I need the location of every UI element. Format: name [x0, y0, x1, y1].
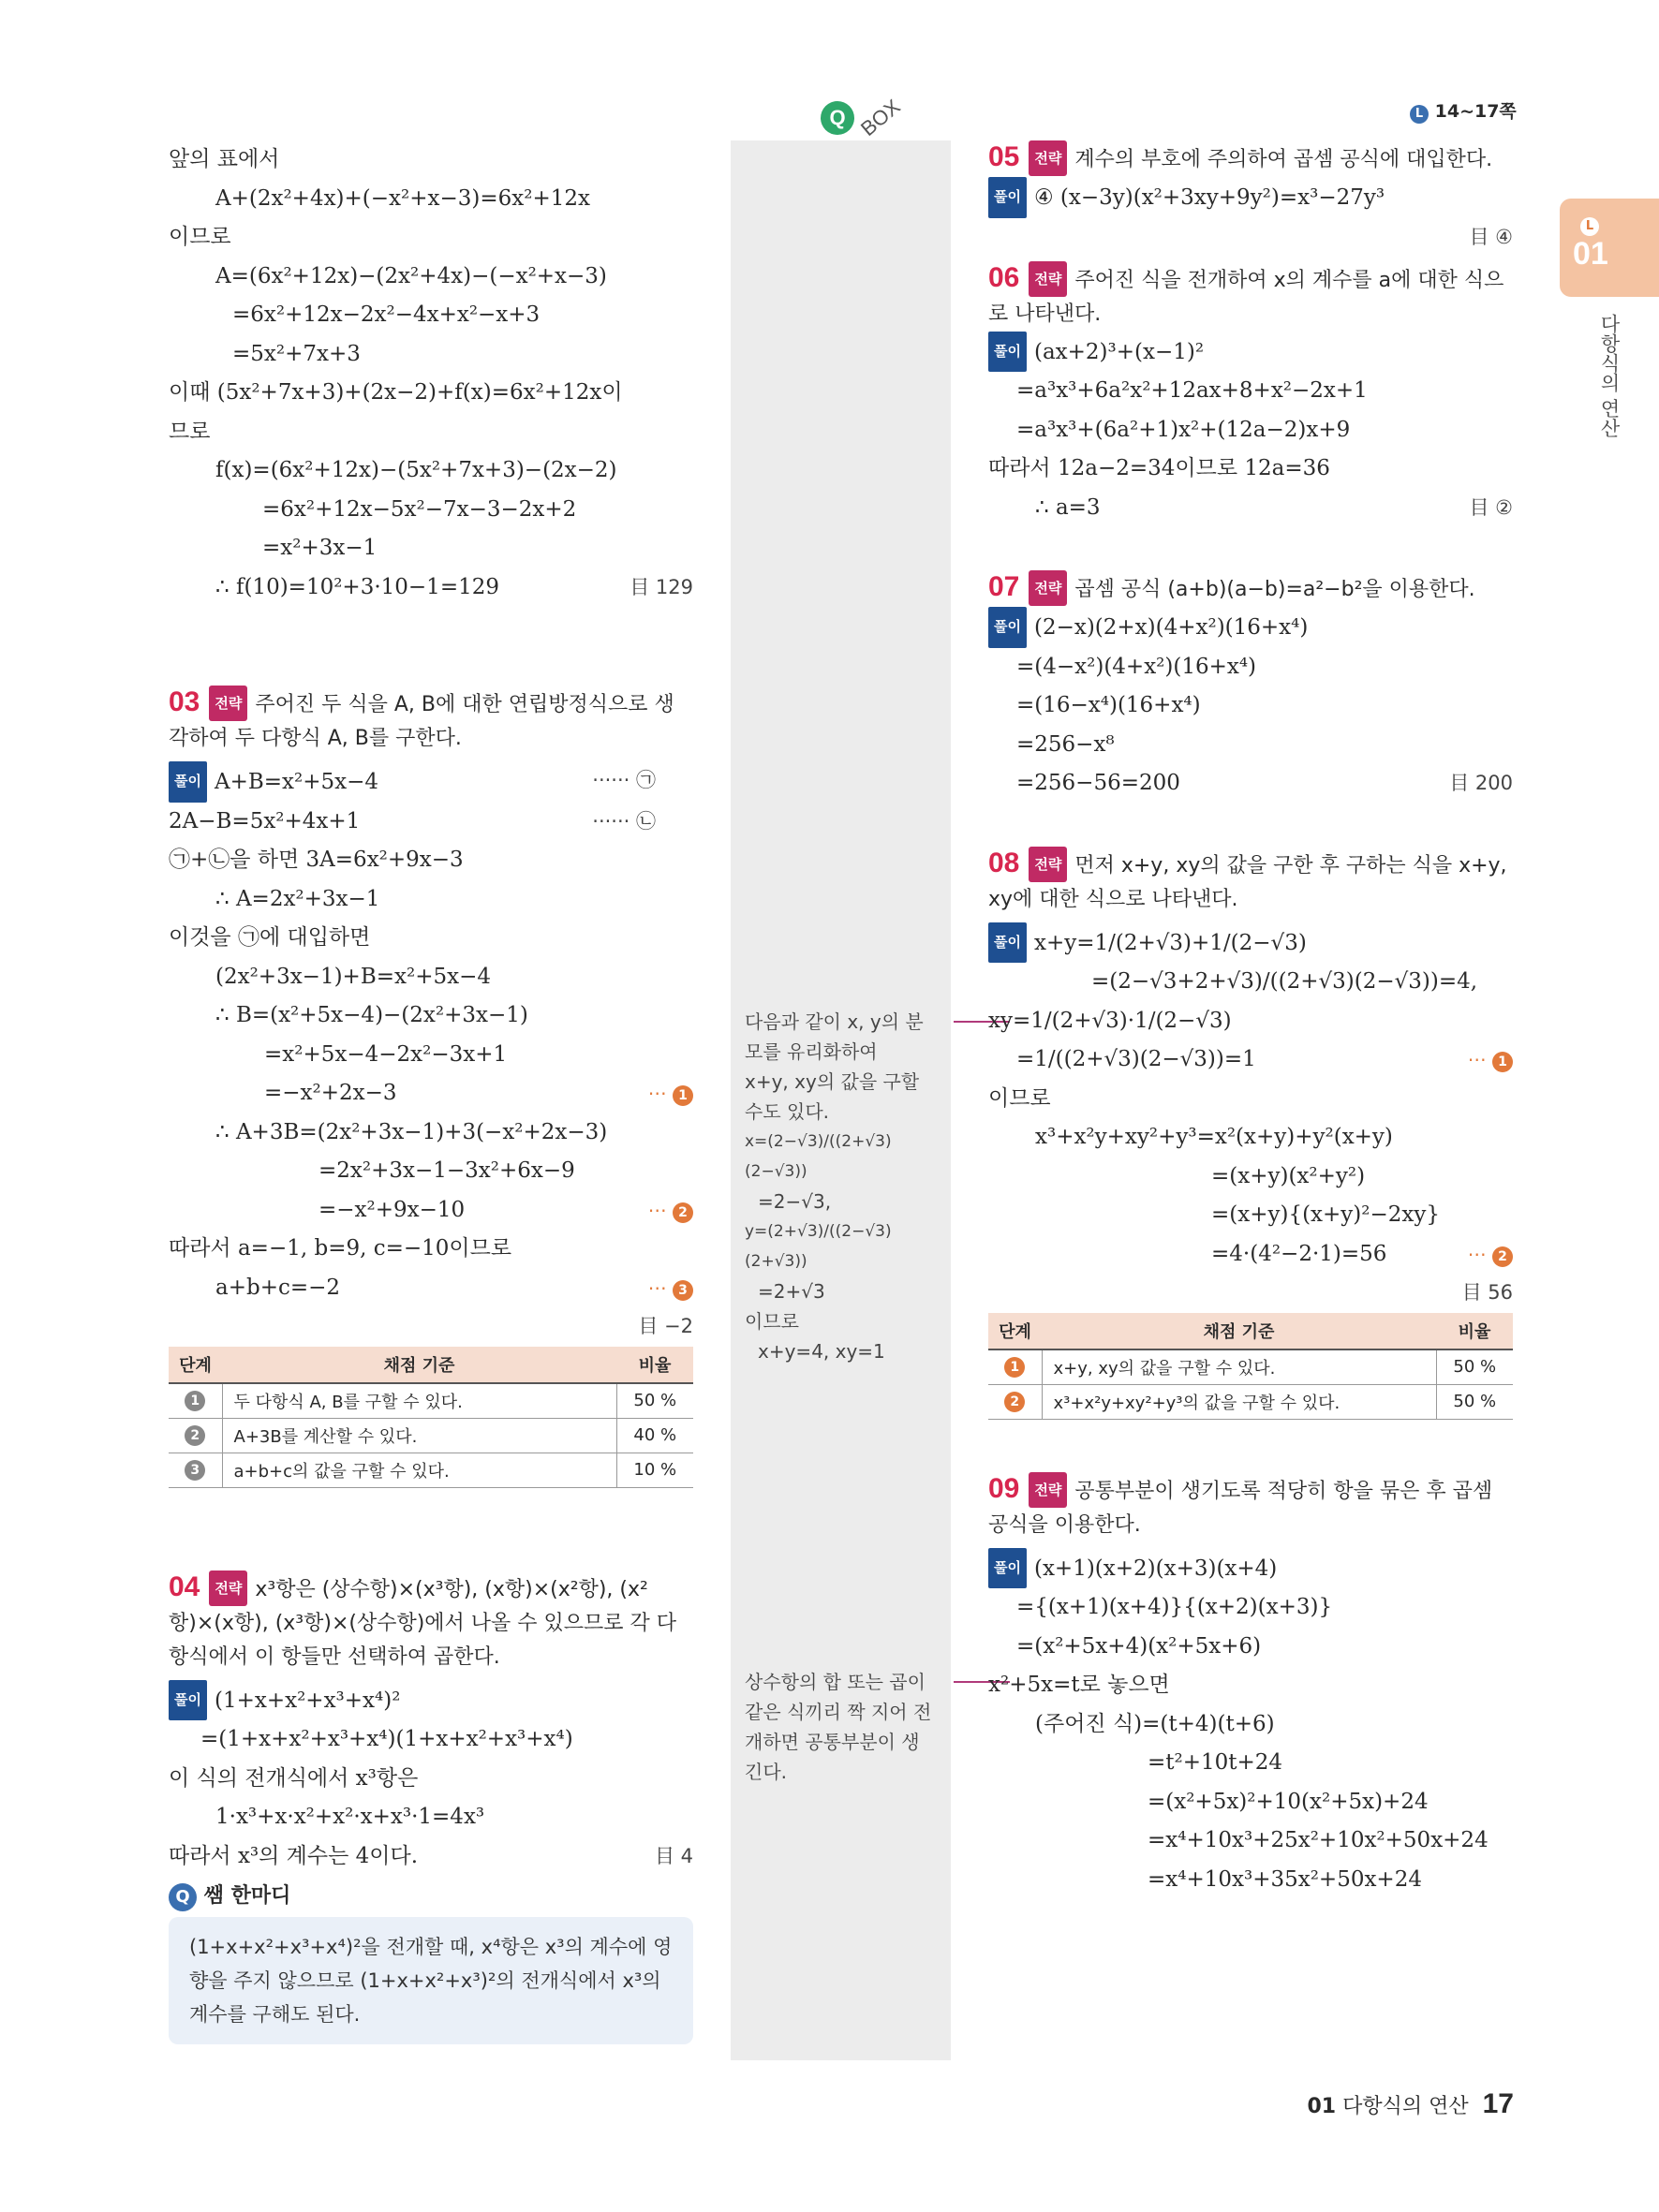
math-line: [988, 177, 1513, 218]
grading-table: [988, 1313, 1513, 1420]
side-note-1-line: 수도 있다.: [745, 1100, 829, 1123]
math-line: [988, 1548, 1513, 1589]
footer-chapter-number: 01: [1307, 2095, 1337, 2118]
answer-value: −2: [664, 1315, 693, 1337]
text-line: 이므로: [169, 225, 231, 249]
side-note-2: [745, 1667, 946, 1787]
text-line: 이것을 ㉠에 대입하면: [169, 925, 371, 950]
problem-header: [988, 140, 1513, 177]
chapter-tab: [1560, 199, 1659, 297]
math-line: =x⁴+10x³+35x²+50x+24: [1148, 1866, 1422, 1892]
problem-number: 07: [988, 571, 1020, 602]
step-cell: 2: [988, 1384, 1042, 1419]
math-line: =x²+3x−1: [262, 536, 378, 560]
math-text: ∴ f(10)=10²+3·10−1=129: [215, 574, 499, 599]
answer-label: 目 ④: [1469, 225, 1513, 248]
problem-header: [169, 686, 693, 756]
table-row: [988, 1349, 1513, 1385]
answer-value: 200: [1474, 772, 1513, 794]
problem-03: [169, 686, 693, 1488]
table-header: 비율: [616, 1347, 693, 1383]
table-header-row: [169, 1347, 693, 1383]
step-cell: 1: [988, 1349, 1042, 1385]
solution-tag: 풀이: [988, 607, 1027, 648]
problem-09: [988, 1472, 1513, 1900]
footer-chapter-title: 다항식의 연산: [1342, 2095, 1469, 2118]
math-line: [988, 489, 1513, 528]
table-header-row: [988, 1313, 1513, 1349]
math-text: =1/((2+√3)(2−√3))=1: [1016, 1047, 1256, 1071]
math-line: 이때 (5x²+7x+3)+(2x−2)+f(x)=6x²+12x이: [169, 380, 623, 405]
step-cell: 3: [169, 1453, 222, 1487]
math-line: ={(x+1)(x+4)}{(x+2)(x+3)}: [1016, 1595, 1333, 1619]
problem-number: 06: [988, 261, 1020, 293]
math-line: =a³x³+(6a²+1)x²+(12a−2)x+9: [1016, 417, 1351, 442]
math-line: x²+5x=t로 놓으면: [988, 1673, 1170, 1697]
math-line: [169, 1680, 693, 1721]
answer-value: ②: [1495, 495, 1513, 519]
side-note-1-line: 모를 유리화하여: [745, 1040, 878, 1063]
problem-number: 09: [988, 1472, 1020, 1504]
ratio-cell: 10 %: [616, 1453, 693, 1487]
math-text: ④ (x−3y)(x²+3xy+9y²)=x³−27y³: [1033, 185, 1385, 210]
math-text: x+y=1/(2+√3)+1/(2−√3): [1033, 930, 1307, 955]
answer-value: 129: [655, 575, 693, 598]
math-line: (주어진 식)=(t+4)(t+6): [1035, 1711, 1275, 1736]
side-note-1: [745, 1007, 946, 1366]
side-note-1-line: 이므로: [745, 1310, 799, 1333]
problem-06: [988, 261, 1513, 528]
qbox-label: BOX: [856, 95, 905, 141]
solution-tag: 풀이: [988, 177, 1027, 218]
math-line: =5x²+7x+3: [232, 341, 361, 366]
table-row: [988, 1384, 1513, 1419]
criteria-cell: A+3B를 계산할 수 있다.: [222, 1418, 616, 1453]
math-line: =(x²+5x+4)(x²+5x+6): [1016, 1633, 1262, 1659]
math-line: [988, 1040, 1513, 1080]
criteria-cell: 두 다항식 A, B를 구할 수 있다.: [222, 1383, 616, 1419]
strategy-text: x³항은 (상수항)×(x³항), (x항)×(x²항), (x²항)×(x항), (x³항)×(상수항)에서 나올 수 있으므로 각 다항식에서 이 항들만 선택하여 곱한다.: [169, 1577, 677, 1669]
l-badge: L: [1410, 105, 1429, 124]
math-line: 따라서 12a−2=34이므로 12a=36: [988, 456, 1330, 480]
side-note-1-line: 다음과 같이 x, y의 분: [745, 1010, 924, 1033]
table-header: 단계: [169, 1347, 222, 1383]
math-line: =6x²+12x−2x²−4x+x²−x+3: [232, 302, 541, 327]
math-line: 이 식의 전개식에서 x³항은: [169, 1765, 419, 1791]
answer-label: 目 4: [654, 1844, 693, 1867]
math-line: 1·x³+x·x²+x²·x+x³·1=4x³: [215, 1805, 485, 1829]
criteria-cell: a+b+c의 값을 구할 수 있다.: [222, 1453, 616, 1487]
strategy-text: 계수의 부호에 주의하여 곱셈 공식에 대입한다.: [1074, 148, 1493, 171]
side-note-2-line: 상수항의 합 또는 곱이: [745, 1671, 926, 1693]
strategy-tag: 전략: [1029, 1472, 1067, 1508]
problem-number: 04: [169, 1571, 200, 1602]
math-line: [988, 607, 1513, 648]
text-line: 므로: [169, 419, 211, 444]
strategy-tag: 전략: [209, 1571, 247, 1606]
math-text: =−x²+9x−10: [318, 1197, 466, 1222]
ratio-cell: 50 %: [616, 1383, 693, 1419]
problem-07: [988, 570, 1513, 804]
right-column: [988, 140, 1513, 1899]
math-text: =4·(4²−2·1)=56: [1211, 1241, 1387, 1266]
strategy-text: 주어진 식을 전개하여 x의 계수를 a에 대한 식으로 나타낸다.: [988, 268, 1504, 326]
problem-05: [988, 140, 1513, 248]
table-header: 채점 기준: [1042, 1313, 1436, 1349]
math-line: [988, 922, 1513, 964]
ratio-cell: 40 %: [616, 1418, 693, 1453]
strategy-tag: 전략: [1029, 570, 1067, 606]
ratio-cell: 50 %: [1436, 1349, 1513, 1385]
math-line: [169, 1269, 693, 1308]
math-line: =(x²+5x)²+10(x²+5x)+24: [1148, 1789, 1429, 1814]
table-row: [169, 1383, 693, 1419]
side-note-1-line: y=(2+√3)/((2−√3)(2+√3)): [745, 1222, 892, 1271]
math-line: =(x+y)(x²+y²): [1211, 1163, 1366, 1188]
math-line: =(1+x+x²+x³+x⁴)(1+x+x²+x³+x⁴): [200, 1727, 573, 1751]
math-line: [169, 568, 693, 608]
math-line: ∴ A=2x²+3x−1: [215, 886, 380, 911]
math-line: [169, 1074, 693, 1113]
answer-value: 4: [680, 1844, 693, 1867]
math-line: ∴ B=(x²+5x−4)−(2x²+3x−1): [215, 1003, 528, 1027]
math-line: xy=1/(2+√3)·1/(2−√3): [988, 1008, 1232, 1033]
math-line: =256−x⁸: [1016, 731, 1115, 757]
page-number: 17: [1482, 2088, 1514, 2119]
answer-label: 目 129: [630, 575, 693, 598]
strategy-text: 공통부분이 생기도록 적당히 항을 묶은 후 곱셈 공식을 이용한다.: [988, 1479, 1493, 1537]
math-text: 따라서 x³의 계수는 4이다.: [169, 1843, 419, 1868]
solution-tag: 풀이: [169, 761, 207, 803]
chapter-tab-badge: L: [1580, 215, 1659, 236]
solution-tag: 풀이: [988, 922, 1027, 964]
table-header: 단계: [988, 1313, 1042, 1349]
strategy-text: 먼저 x+y, xy의 값을 구한 후 구하는 식을 x+y, xy에 대한 식으로 나타낸다.: [988, 853, 1507, 911]
step-cell: 2: [169, 1418, 222, 1453]
math-text: (x+1)(x+2)(x+3)(x+4): [1033, 1556, 1278, 1581]
strategy-tag: 전략: [1029, 140, 1067, 176]
page-ref-text: 14~17쪽: [1434, 101, 1517, 122]
math-text: a+b+c=−2: [215, 1275, 341, 1300]
math-text: =−x²+2x−3: [264, 1081, 397, 1105]
answer-value: ④: [1495, 225, 1513, 248]
math-line: =x⁴+10x³+25x²+10x²+50x+24: [1148, 1828, 1489, 1852]
problem-header: [169, 1571, 693, 1674]
tip-box: (1+x+x²+x³+x⁴)²을 전개할 때, x⁴항은 x³의 계수에 영향을 주지 않으므로 (1+x+x²+x³)²의 전개식에서 x³의 계수를 구해도 된다.: [169, 1917, 693, 2044]
math-line: =(4−x²)(4+x²)(16+x⁴): [1016, 654, 1257, 679]
math-line: ∴ A+3B=(2x²+3x−1)+3(−x²+2x−3): [215, 1119, 608, 1144]
strategy-tag: 전략: [1029, 261, 1067, 297]
step-cell: 1: [169, 1383, 222, 1419]
math-line: =a³x³+6a²x²+12ax+8+x²−2x+1: [1016, 378, 1368, 403]
math-line: =(16−x⁴)(16+x⁴): [1016, 693, 1201, 717]
side-note-2-line: 개하면 공통부분이 생: [745, 1731, 920, 1753]
answer-label: 目 200: [1449, 772, 1513, 794]
math-line: =(2−√3+2+√3)/((2+√3)(2−√3))=4,: [1091, 969, 1478, 994]
strategy-tag: 전략: [209, 686, 247, 721]
math-line: =(x+y){(x+y)²−2xy}: [1211, 1202, 1440, 1227]
criteria-cell: x+y, xy의 값을 구할 수 있다.: [1042, 1349, 1436, 1385]
side-note-1-line: =2+√3: [758, 1280, 825, 1303]
math-line: [169, 761, 693, 803]
answer-value: 56: [1488, 1281, 1513, 1304]
tip-q-icon: Q: [169, 1883, 197, 1911]
grading-table: [169, 1347, 693, 1488]
math-line: [988, 1235, 1513, 1275]
table-header: 채점 기준: [222, 1347, 616, 1383]
math-line: x³+x²y+xy²+y³=x²(x+y)+y²(x+y): [1035, 1125, 1393, 1149]
strategy-tag: 전략: [1029, 847, 1067, 882]
strategy-text: 주어진 두 식을 A, B에 대한 연립방정식으로 생각하여 두 다항식 A, B를 구한다.: [169, 693, 674, 750]
step-marker: ⋯ 1: [648, 1074, 693, 1113]
qbox-logo: [821, 95, 905, 141]
problem-header: [988, 847, 1513, 917]
problem-number: 03: [169, 686, 200, 717]
math-line: [169, 1191, 693, 1231]
math-text: (ax+2)³+(x−1)²: [1033, 339, 1205, 364]
equation-marker: ······ ㉡: [592, 809, 656, 833]
solution-tag: 풀이: [988, 1548, 1027, 1589]
step-marker: ⋯ 1: [1468, 1040, 1513, 1080]
side-note-1-line: x+y=4, xy=1: [758, 1340, 885, 1363]
table-row: [169, 1453, 693, 1487]
math-text: A+B=x²+5x−4: [214, 770, 379, 794]
math-line: [988, 764, 1513, 804]
math-line: f(x)=(6x²+12x)−(5x²+7x+3)−(2x−2): [215, 458, 617, 482]
answer-label: 目 −2: [638, 1315, 693, 1337]
math-text: ∴ a=3: [1035, 494, 1101, 520]
problem-header: [988, 261, 1513, 332]
math-line: (2x²+3x−1)+B=x²+5x−4: [215, 964, 491, 989]
math-text: (2−x)(2+x)(4+x²)(16+x⁴): [1033, 615, 1309, 640]
math-line: =t²+10t+24: [1148, 1750, 1283, 1775]
page-footer: [1307, 2088, 1514, 2120]
math-line: [169, 803, 693, 842]
side-note-1-line: =2−√3,: [758, 1190, 832, 1213]
text-line: 앞의 표에서: [169, 147, 280, 171]
step-marker: ⋯ 2: [1468, 1235, 1513, 1275]
math-line: =6x²+12x−5x²−7x−3−2x+2: [262, 496, 577, 522]
solution-tag: 풀이: [169, 1680, 207, 1721]
left-column: [169, 140, 693, 2044]
tip-title: [169, 1880, 693, 1911]
math-line: A+(2x²+4x)+(−x²+x−3)=6x²+12x: [215, 185, 590, 211]
math-line: ㉠+㉡을 하면 3A=6x²+9x−3: [169, 848, 464, 872]
ratio-cell: 50 %: [1436, 1384, 1513, 1419]
answer-label: 目 ②: [1469, 495, 1513, 519]
side-note-1-line: x+y, xy의 값을 구할: [745, 1070, 920, 1093]
step-marker: ⋯ 3: [648, 1269, 693, 1308]
tip-title-text: 쌤 한마디: [203, 1884, 291, 1908]
math-line: A=(6x²+12x)−(2x²+4x)−(−x²+x−3): [215, 263, 607, 288]
problem-header: [988, 1472, 1513, 1542]
math-line: [169, 1837, 693, 1877]
text-line: 이므로: [988, 1085, 1051, 1111]
problem-04: [169, 1571, 693, 2045]
math-text: =256−56=200: [1016, 771, 1180, 795]
strategy-text: 곱셈 공식 (a+b)(a−b)=a²−b²을 이용한다.: [1074, 578, 1475, 601]
side-note-1-line: x=(2−√3)/((2+√3)(2−√3)): [745, 1132, 892, 1181]
chapter-tab-number: 01: [1573, 236, 1608, 272]
problem-header: [988, 570, 1513, 607]
math-line: =2x²+3x−1−3x²+6x−9: [318, 1158, 575, 1183]
criteria-cell: x³+x²y+xy²+y³의 값을 구할 수 있다.: [1042, 1384, 1436, 1419]
math-line: 따라서 a=−1, b=9, c=−10이므로: [169, 1236, 512, 1261]
step-marker: ⋯ 2: [648, 1191, 693, 1231]
q-icon: Q: [821, 101, 854, 135]
solution-tag: 풀이: [988, 332, 1027, 373]
problem-08: [988, 847, 1513, 1420]
math-line: =x²+5x−4−2x²−3x+1: [264, 1041, 508, 1067]
problem-number: 08: [988, 847, 1020, 878]
chapter-vertical-title: 다항식의 연산: [1598, 314, 1621, 438]
math-text: (1+x+x²+x³+x⁴)²: [214, 1688, 401, 1713]
math-text: 2A−B=5x²+4x+1: [169, 808, 361, 833]
page-ref: [1410, 97, 1517, 124]
equation-marker: ······ ㉠: [592, 769, 656, 791]
answer-label: 目 56: [1461, 1281, 1513, 1304]
table-header: 비율: [1436, 1313, 1513, 1349]
side-note-2-line: 같은 식끼리 짝 지어 전: [745, 1701, 932, 1723]
math-line: [988, 332, 1513, 373]
table-row: [169, 1418, 693, 1453]
problem-number: 05: [988, 141, 1020, 172]
side-note-2-line: 긴다.: [745, 1761, 787, 1783]
